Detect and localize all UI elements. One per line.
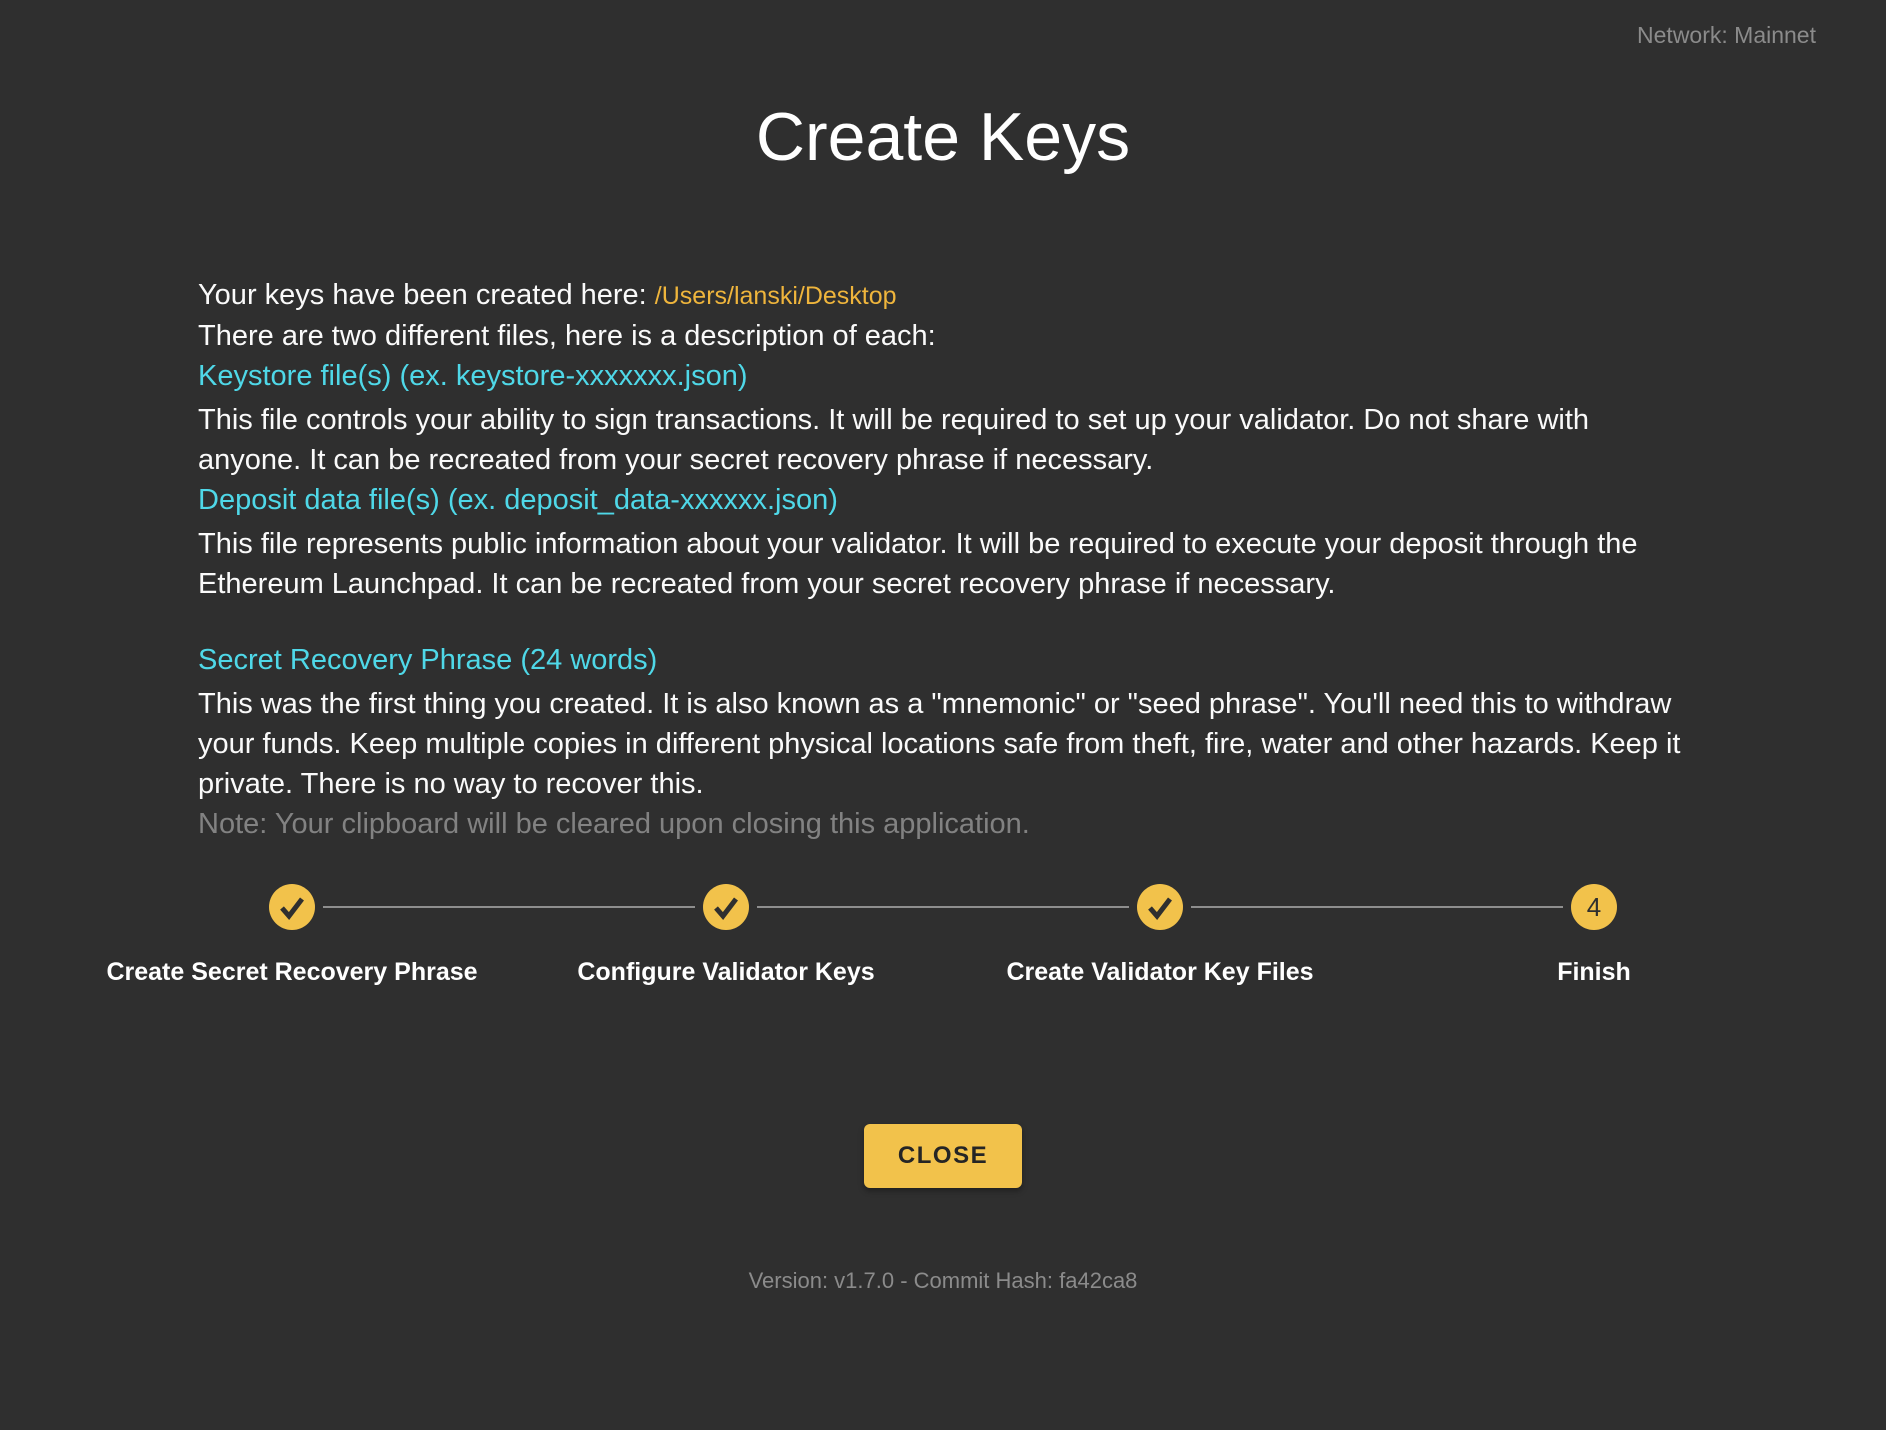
step-active-badge	[1571, 884, 1617, 930]
keys-location-label: Your keys have been created here:	[198, 278, 655, 311]
step-completed-badge	[703, 884, 749, 930]
step-create-secret-recovery-phrase	[75, 884, 509, 987]
step-completed-badge	[1137, 884, 1183, 930]
files-description-intro: There are two different files, here is a description of each:	[198, 319, 936, 352]
keystore-file-heading: Keystore file(s) (ex. keystore-xxxxxxx.json)	[198, 359, 748, 392]
check-icon	[703, 884, 749, 930]
step-create-validator-key-files	[943, 884, 1377, 987]
stepper-connector	[323, 906, 695, 908]
version-footer: Version: v1.7.0 - Commit Hash: fa42ca8	[748, 1267, 1138, 1293]
step-configure-validator-keys	[509, 884, 943, 987]
secret-recovery-phrase-description: This was the first thing you created. It is also known as a "mnemonic" or "seed phrase". You'll need this to withdraw your funds. Keep multiple copies in different physical locations safe from theft, fire, water and other hazards. Keep it private. There is no way to recover this.	[198, 687, 1681, 800]
step-label: Create Validator Key Files	[1006, 957, 1314, 986]
close-button[interactable]: CLOSE	[864, 1124, 1022, 1188]
page-title: Create Keys	[755, 99, 1131, 175]
step-completed-badge	[269, 884, 315, 930]
stepper-connector	[1191, 906, 1563, 908]
deposit-data-file-heading: Deposit data file(s) (ex. deposit_data-xxxxxx.json)	[198, 483, 838, 516]
step-number: 4	[1586, 891, 1602, 922]
keys-location-path-link[interactable]: /Users/lanski/Desktop	[654, 281, 897, 310]
stepper-connector	[757, 906, 1129, 908]
network-indicator: Network: Mainnet	[1637, 22, 1816, 48]
keystore-file-description: This file controls your ability to sign transactions. It will be required to set up your validator. Do not share with anyone. It can be recreated from your secret recovery phrase if necessary.	[198, 403, 1590, 476]
check-icon	[1137, 884, 1183, 930]
clipboard-note: Note: Your clipboard will be cleared upon closing this application.	[198, 807, 1030, 840]
step-label: Finish	[1557, 957, 1631, 986]
progress-stepper	[75, 884, 1811, 987]
check-icon	[269, 884, 315, 930]
deposit-data-file-description: This file represents public information about your validator. It will be required to execute your deposit through the Ethereum Launchpad. It can be recreated from your secret recovery phrase if necessary.	[198, 527, 1638, 600]
keys-location-line	[198, 275, 1688, 316]
step-label: Create Secret Recovery Phrase	[106, 957, 478, 986]
main-content	[198, 275, 1688, 844]
step-label: Configure Validator Keys	[577, 957, 875, 986]
secret-recovery-phrase-heading: Secret Recovery Phrase (24 words)	[198, 643, 658, 676]
step-finish	[1377, 884, 1811, 987]
